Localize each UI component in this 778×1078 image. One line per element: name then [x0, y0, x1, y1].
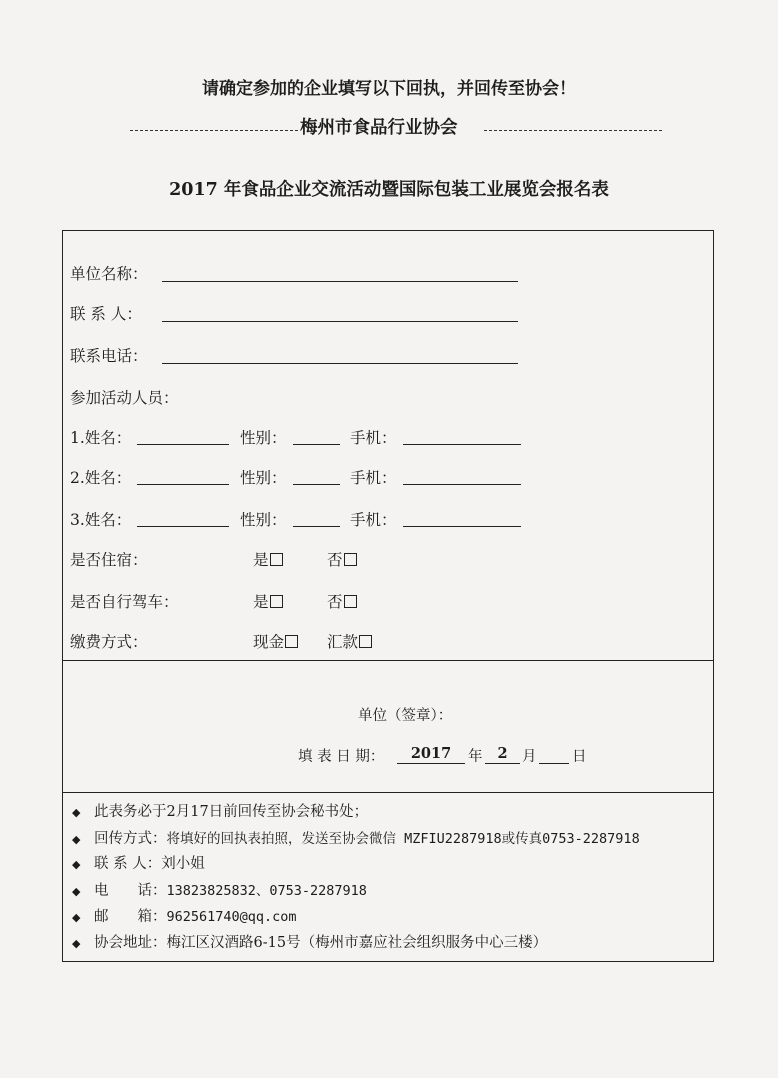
note-email-label: 邮 箱： [94, 909, 167, 925]
person-2-mobile-input[interactable] [403, 484, 521, 485]
form-title: 2017 年食品企业交流活动暨国际包装工业展览会报名表 [169, 180, 609, 200]
self-drive-yes-checkbox[interactable] [270, 595, 283, 608]
date-month-input[interactable] [485, 763, 520, 764]
person-2-name-label: 2.姓名： [70, 469, 132, 487]
person-3-name-label: 3.姓名： [70, 511, 132, 529]
phone-label: 联系电话： [70, 347, 148, 365]
note-contact [72, 852, 205, 873]
company-label: 单位名称： [70, 265, 148, 283]
note-return-method-label: 回传方式： [94, 831, 167, 847]
diamond-bullet-icon: ◆ [72, 833, 81, 846]
self-drive-label: 是否自行驾车： [70, 593, 179, 611]
person-3-gender-label: 性别： [240, 511, 287, 529]
self-drive-yes-label: 是 [253, 593, 269, 611]
payment-transfer-checkbox[interactable] [359, 635, 372, 648]
note-phone [72, 879, 367, 900]
self-drive-no-checkbox[interactable] [344, 595, 357, 608]
note-phone-label: 电 话： [94, 883, 167, 899]
diamond-bullet-icon: ◆ [72, 911, 81, 924]
person-3-mobile-input[interactable] [403, 526, 521, 527]
date-year-unit: 年 [468, 749, 483, 765]
date-day-input[interactable] [539, 763, 569, 764]
attendees-label: 参加活动人员： [70, 389, 179, 407]
payment-transfer-option[interactable] [327, 630, 372, 652]
person-2-gender-label: 性别： [240, 469, 287, 487]
person-3-name-input[interactable] [137, 526, 229, 527]
lodging-yes-option[interactable] [253, 548, 283, 570]
person-1-mobile-label: 手机： [350, 429, 397, 447]
note-phone-value: 13823825832、0753-2287918 [166, 883, 367, 899]
note-deadline-text: 此表务必于2月17日前回传至协会秘书处； [94, 804, 369, 820]
lodging-yes-label: 是 [253, 551, 269, 569]
phone-input[interactable] [162, 363, 518, 364]
note-address-value: 梅江区汉酒路6-15号（梅州市嘉应社会组织服务中心三楼） [166, 935, 548, 951]
payment-label: 缴费方式： [70, 633, 148, 651]
payment-transfer-label: 汇款 [327, 633, 359, 651]
note-return-method-value: 将填好的回执表拍照，发送至协会微信 MZFIU2287918或传真0753-2287918 [166, 831, 640, 847]
person-3-gender-input[interactable] [293, 526, 340, 527]
stamp-label: 单位（签章）： [358, 708, 453, 724]
lodging-no-checkbox[interactable] [344, 553, 357, 566]
date-year-input[interactable] [397, 763, 465, 764]
diamond-bullet-icon: ◆ [72, 858, 81, 871]
lodging-label: 是否住宿： [70, 551, 148, 569]
lodging-no-label: 否 [327, 551, 343, 569]
note-return-method [72, 827, 640, 848]
person-1-gender-input[interactable] [293, 444, 340, 445]
section-divider-2 [62, 792, 714, 793]
note-deadline [72, 800, 368, 821]
note-email [72, 905, 297, 926]
person-3-mobile-label: 手机： [350, 511, 397, 529]
payment-cash-option[interactable] [253, 630, 298, 652]
payment-cash-checkbox[interactable] [285, 635, 298, 648]
person-2-gender-input[interactable] [293, 484, 340, 485]
note-address-label: 协会地址： [94, 935, 167, 951]
person-2-mobile-label: 手机： [350, 469, 397, 487]
lodging-yes-checkbox[interactable] [270, 553, 283, 566]
divider-left [130, 130, 298, 131]
divider-right [484, 130, 662, 131]
diamond-bullet-icon: ◆ [72, 885, 81, 898]
note-email-value: 962561740@qq.com [166, 909, 297, 925]
person-1-gender-label: 性别： [240, 429, 287, 447]
contact-input[interactable] [162, 321, 518, 322]
date-label: 填 表 日 期： [298, 749, 385, 765]
date-day-unit: 日 [572, 749, 587, 765]
person-1-name-label: 1.姓名： [70, 429, 132, 447]
payment-cash-label: 现金 [253, 633, 285, 651]
diamond-bullet-icon: ◆ [72, 806, 81, 819]
self-drive-yes-option[interactable] [253, 590, 283, 612]
org-name: 梅州市食品行业协会 [300, 118, 458, 138]
diamond-bullet-icon: ◆ [72, 937, 81, 950]
section-divider-1 [62, 660, 714, 661]
person-2-name-input[interactable] [137, 484, 229, 485]
note-address [72, 931, 547, 952]
date-month-unit: 月 [522, 749, 537, 765]
person-1-name-input[interactable] [137, 444, 229, 445]
self-drive-no-option[interactable] [327, 590, 357, 612]
note-contact-value: 刘小姐 [161, 856, 205, 872]
company-input[interactable] [162, 281, 518, 282]
note-contact-label: 联 系 人： [94, 856, 162, 872]
lodging-no-option[interactable] [327, 548, 357, 570]
date-month-value: 2 [497, 745, 508, 762]
self-drive-no-label: 否 [327, 593, 343, 611]
person-1-mobile-input[interactable] [403, 444, 521, 445]
notice-text: 请确定参加的企业填写以下回执，并回传至协会！ [202, 79, 576, 99]
date-year-value: 2017 [410, 745, 452, 762]
contact-label: 联 系 人： [70, 305, 142, 323]
